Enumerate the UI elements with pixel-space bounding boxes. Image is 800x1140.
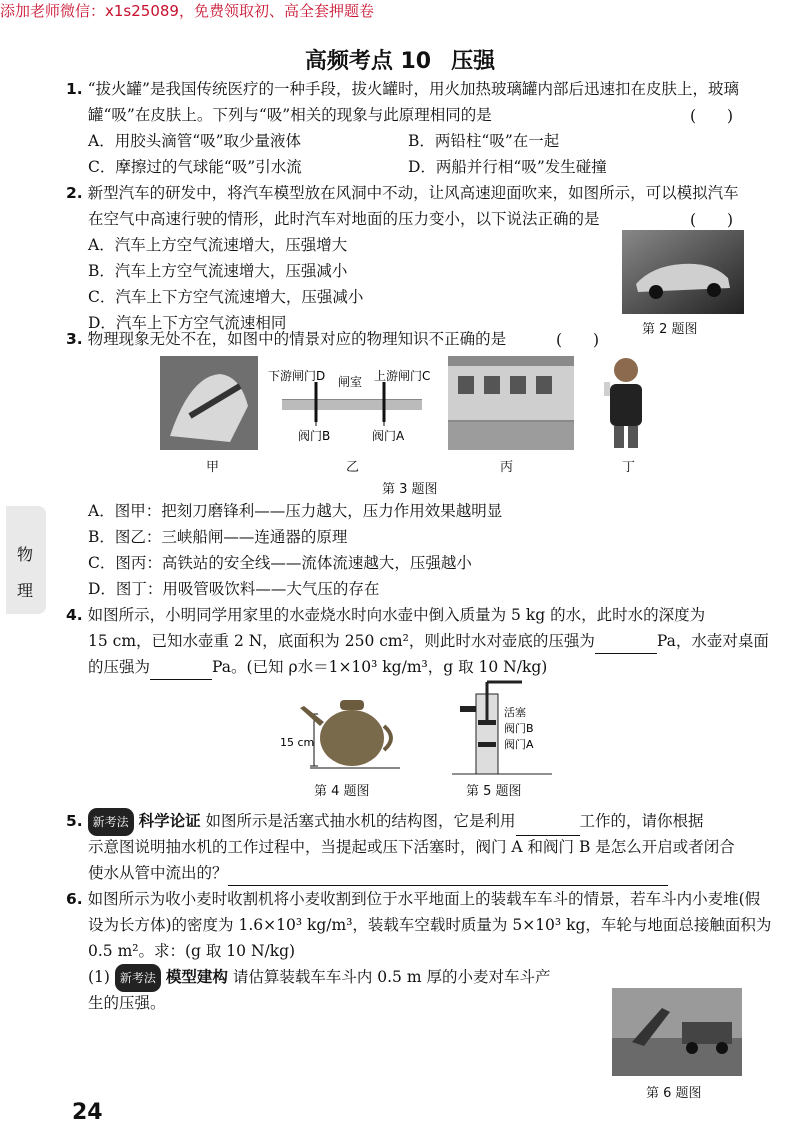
q3-image-jia-knife-sharpening (160, 356, 258, 450)
lock-label-chamber: 闸室 (338, 375, 363, 389)
q3-image-ding-boy-drinking (596, 352, 654, 450)
q3-option-b: B．图乙：三峡船闸——连通器的原理 (88, 528, 348, 546)
q6-sub1-number: (1) (88, 968, 110, 986)
q1-stem-line1 (66, 76, 739, 102)
q2-figure-caption: 第 2 题图 (642, 322, 698, 337)
q3-label-jia: 甲 (206, 460, 220, 475)
q2-stem-line1 (66, 180, 739, 206)
q1-option-b: B．两铅柱“吸”在一起 (408, 132, 560, 150)
q4-text-line3 (88, 654, 547, 680)
q3-option-c: C．图丙：高铁站的安全线——流体流速越大，压强越小 (88, 554, 472, 572)
side-tab-char-2: 理 (17, 581, 34, 600)
side-tab-char-1: 物 (17, 545, 34, 564)
q6-number: 6. (66, 890, 83, 908)
q3-option-d: D．图丁：用吸管吸饮料——大气压的存在 (88, 580, 380, 598)
q6-harvester-photo (612, 988, 742, 1076)
q5-new-method-badge: 新考法 (88, 808, 134, 836)
subject-side-tab (6, 506, 46, 614)
header-note: 添加老师微信：x1s25089，免费领取初、高全套押题卷 (0, 2, 374, 20)
q4-text-line1: 如图所示，小明同学用家里的水壶烧水时向水壶中倒入质量为 5 kg 的水，此时水的深度为 (87, 606, 706, 624)
q5-stem-line1 (66, 808, 704, 836)
q1-text-line1: “拔火罐”是我国传统医疗的一种手段，拔火罐时，用火加热玻璃罐内部后迅速扣在皮肤上，玻璃 (87, 80, 739, 98)
q3-diagram-yi-shiplock (262, 360, 438, 452)
q5-tag: 科学论证 (138, 812, 201, 830)
q6-sub1-line1 (88, 964, 550, 992)
q3-image-bing-train-platform (448, 356, 574, 450)
q4-text-line2 (88, 628, 769, 654)
q3-label-yi: 乙 (346, 460, 360, 475)
q2-answer-paren: ( ) (690, 211, 734, 229)
q1-text-line2: 罐“吸”在皮肤上。下列与“吸”相关的现象与此原理相同的是 (88, 106, 492, 124)
q2-option-c: C．汽车上下方空气流速增大，压强减小 (88, 288, 364, 306)
q2-option-b: B．汽车上方空气流速增大，压强减小 (88, 262, 348, 280)
q4-text-line2b: Pa，水壶对桌面 (656, 632, 769, 650)
q3-option-a: A．图甲：把刻刀磨锋利——压力越大，压力作用效果越明显 (88, 502, 503, 520)
q5-label-valve-a: 阀门A (504, 738, 534, 751)
q5-text-line2: 示意图说明抽水机的工作过程中，当提起或压下活塞时，阀门 A 和阀门 B 是怎么开启或者闭合 (88, 838, 735, 856)
q4-blank-water-pressure[interactable] (595, 635, 657, 654)
q6-text-line2: 设为长方体)的密度为 1.6×10³ kg/m³，装载车空载时质量为 5×10³ kg，车轮与地面总接触面积为 (88, 916, 772, 934)
q3-answer-paren: ( ) (556, 331, 600, 349)
q4-blank-table-pressure[interactable] (150, 661, 212, 680)
q3-stem-line1 (66, 326, 506, 352)
q4-figure-caption: 第 4 题图 (314, 784, 370, 799)
q1-answer-paren: ( ) (690, 107, 734, 125)
q5-pump-figure (452, 680, 552, 778)
q6-tag: 模型建构 (165, 968, 228, 986)
q6-new-method-badge: 新考法 (115, 964, 161, 992)
q6-sub1-text: 请估算装载车车斗内 0.5 m 厚的小麦对车斗产 (232, 968, 551, 986)
q4-number: 4. (66, 606, 83, 624)
lock-label-down-gate: 下游闸门D (268, 369, 326, 383)
page-number: 24 (72, 1100, 103, 1125)
q2-car-windtunnel-image (622, 230, 744, 314)
q5-text-line3 (88, 860, 668, 886)
q5-number: 5. (66, 812, 83, 830)
q2-option-d: D．汽车上下方空气流速相同 (88, 314, 287, 332)
q6-stem-line1 (66, 886, 760, 912)
q3-label-bing: 丙 (500, 460, 514, 475)
title-topic-number: 高频考点 10 (304, 49, 432, 74)
q5-figure-caption: 第 5 题图 (466, 784, 522, 799)
q6-sub1-text-line2: 生的压强。 (88, 994, 166, 1012)
q6-text-line1: 如图所示为收小麦时收割机将小麦收割到位于水平地面上的装载车车斗的情景，若车斗内小麦堆(假 (87, 890, 761, 908)
q1-option-d: D．两船并行相“吸”发生碰撞 (408, 158, 607, 176)
q2-text-line1: 新型汽车的研发中，将汽车模型放在风洞中不动，让风高速迎面吹来，如图所示，可以模拟汽车 (87, 184, 739, 202)
q3-label-ding: 丁 (622, 460, 636, 475)
q5-label-piston: 活塞 (504, 706, 526, 719)
q5-label-valve-b: 阀门B (504, 722, 534, 735)
q4-teapot-figure (280, 686, 404, 778)
q6-text-line3: 0.5 m²。求：(g 取 10 N/kg) (88, 942, 296, 960)
q1-option-a: A．用胶头滴管“吸”取少量液体 (88, 132, 302, 150)
q6-figure-caption: 第 6 题图 (646, 1086, 702, 1101)
q4-stem-line1 (66, 602, 705, 628)
q1-option-c: C．摩擦过的气球能“吸”引水流 (88, 158, 302, 176)
q5-text-line3-content: 使水从管中流出的？ (88, 864, 228, 882)
q4-text-line3a: 的压强为 (88, 658, 151, 676)
q3-figure-caption: 第 3 题图 (382, 482, 438, 497)
q3-text-line1: 物理现象无处不在，如图中的情景对应的物理知识不正确的是 (87, 330, 507, 348)
q1-number: 1. (66, 80, 83, 98)
lock-label-valve-a: 阀门A (372, 429, 405, 443)
q5-text-line1b: 工作的，请你根据 (579, 812, 704, 830)
q4-text-line2a: 15 cm，已知水壶重 2 N，底面积为 250 cm²，则此时水对壶底的压强为 (88, 632, 595, 650)
lock-label-up-gate: 上游闸门C (374, 369, 431, 383)
q4-text-line3b: Pa。(已知 ρ水＝1×10³ kg/m³，g 取 10 N/kg) (212, 658, 548, 676)
lock-label-valve-b: 阀门B (298, 429, 331, 443)
page-title (0, 44, 800, 75)
q2-number: 2. (66, 184, 83, 202)
q4-depth-label: 15 cm (280, 736, 315, 749)
q5-text-line1a: 如图所示是活塞式抽水机的结构图，它是利用 (205, 812, 516, 830)
q5-blank-explanation[interactable] (228, 867, 668, 886)
q3-number: 3. (66, 330, 83, 348)
title-topic-name: 压强 (451, 49, 496, 74)
q2-text-line2: 在空气中高速行驶的情形，此时汽车对地面的压力变小，以下说法正确的是 (88, 210, 600, 228)
q2-option-a: A．汽车上方空气流速增大，压强增大 (88, 236, 348, 254)
